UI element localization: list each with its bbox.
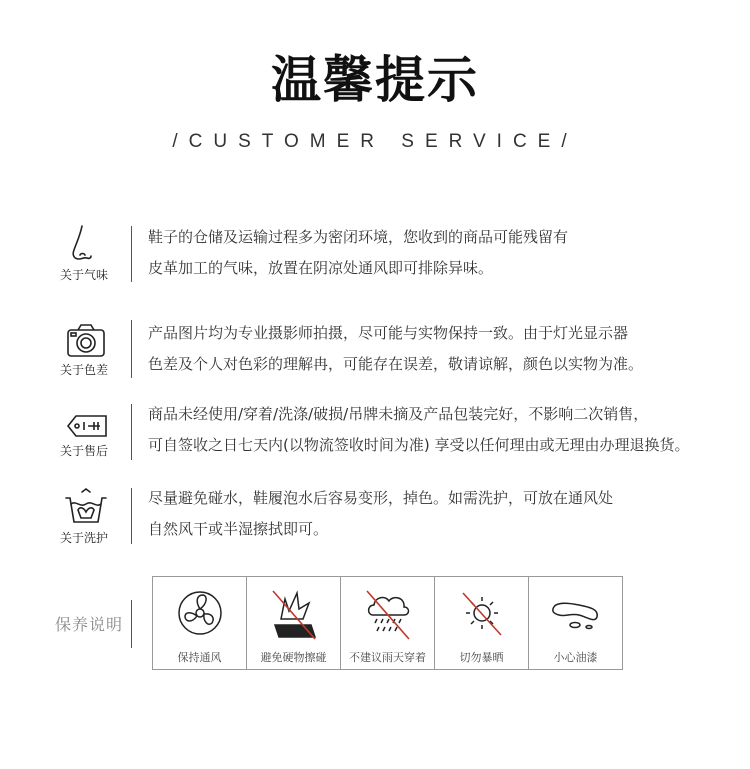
care-item-no-sun	[435, 577, 529, 669]
tag-icon	[58, 406, 114, 446]
no-sun-icon	[459, 585, 505, 641]
notice-text-line: 商品未经使用/穿着/洗涤/破损/吊牌未摘及产品包装完好，不影响二次销售，	[148, 405, 649, 423]
care-grid	[152, 576, 623, 670]
page-title: 温馨提示	[271, 51, 479, 109]
notice-text-line: 可自签收之日七天内(以物流签收时间为准) 享受以任何理由或无理由办理退换货。	[148, 436, 690, 454]
care-item-avoid-hard	[247, 577, 341, 669]
oil-stain-icon	[549, 585, 603, 641]
divider	[131, 404, 132, 460]
washing-icon	[58, 486, 114, 528]
notice-text-line: 尽量避免碰水，鞋履泡水后容易变形，掉色。如需洗护，可放在通风处	[148, 489, 614, 507]
care-item-text: 不建议雨天穿着	[349, 651, 426, 664]
page-subtitle: /CUSTOMER SERVICE/	[172, 131, 578, 152]
care-item-text: 小心油漆	[553, 651, 598, 664]
nose-icon	[58, 224, 114, 264]
camera-icon	[58, 322, 114, 362]
notice-label: 关于售后	[59, 444, 108, 458]
divider	[131, 320, 132, 378]
care-item-text: 保持通风	[177, 651, 222, 664]
no-sharp-objects-icon	[271, 585, 317, 641]
notice-text-line: 产品图片均为专业摄影师拍摄，尽可能与实物保持一致。由于灯光显示器	[148, 324, 629, 342]
care-item-text: 避免硬物擦碰	[260, 651, 327, 664]
care-item-ventilation	[153, 577, 247, 669]
notice-label: 关于洗护	[59, 531, 108, 545]
notice-label: 关于色差	[59, 363, 108, 377]
notice-text-line: 自然风干或半湿擦拭即可。	[148, 520, 329, 538]
fan-icon	[177, 585, 223, 641]
no-rain-icon	[365, 585, 411, 641]
notice-text-line: 色差及个人对色彩的理解冉，可能存在误差，敬请谅解，颜色以实物为准。	[148, 355, 644, 373]
divider	[131, 488, 132, 544]
care-item-no-rain	[341, 577, 435, 669]
care-item-text: 切勿暴晒	[459, 651, 504, 664]
notice-text-line: 鞋子的仓储及运输过程多为密闭环境，您收到的商品可能残留有	[148, 228, 569, 246]
divider	[131, 600, 132, 648]
divider	[131, 226, 132, 282]
notice-text-line: 皮革加工的气味，放置在阴凉处通风即可排除异味。	[148, 259, 494, 277]
notice-label: 关于气味	[59, 268, 108, 282]
care-item-paint	[529, 577, 622, 669]
care-label: 保养说明	[55, 615, 124, 634]
